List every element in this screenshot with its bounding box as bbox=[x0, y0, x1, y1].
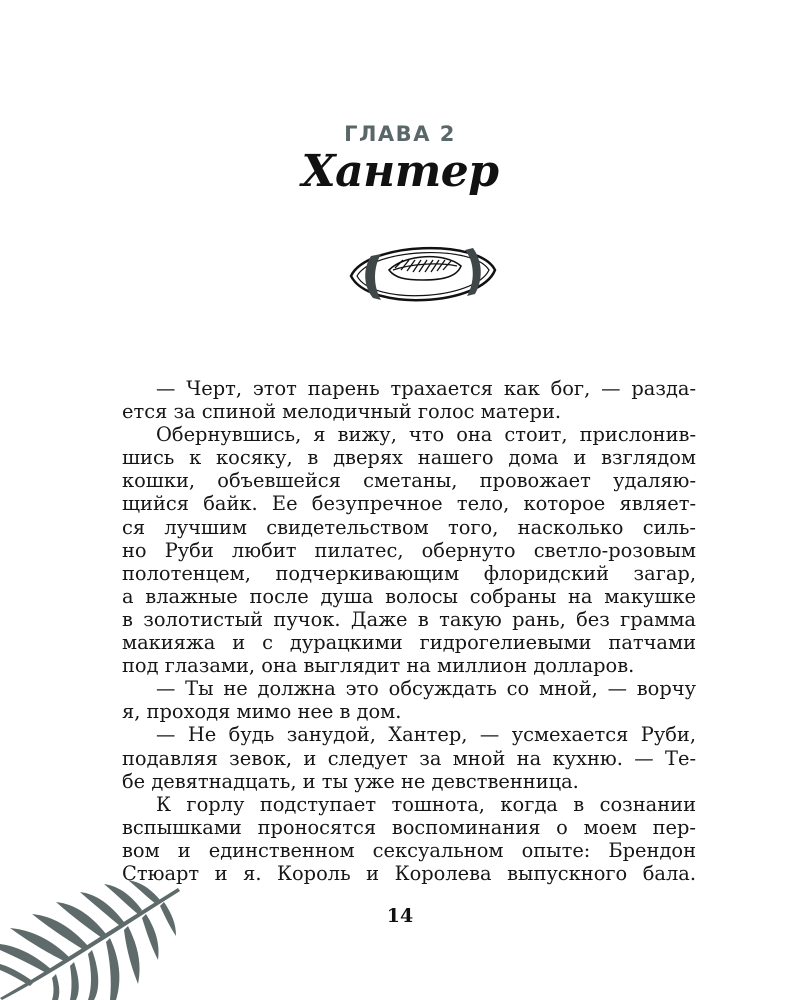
palm-leaf-icon bbox=[0, 880, 200, 1000]
text-line: ся лучшим свидетельством того, насколько силь- bbox=[122, 515, 696, 539]
text-line: подавляя зевок, и следует за мной на кухню. — Те- bbox=[122, 746, 696, 770]
text-line: шись к косяку, в дверях нашего дома и взглядом bbox=[122, 446, 696, 470]
page-number: 14 bbox=[386, 905, 414, 927]
text-line: но Руби любит пилатес, обернуто светло-розовым bbox=[122, 538, 696, 562]
text-line: бе девятнадцать, и ты уже не девственница. bbox=[122, 769, 579, 793]
text-line: кошки, объевшейся сметаны, провожает удаляю- bbox=[122, 469, 696, 493]
text-line: полотенцем, подчеркивающим флоридский загар, bbox=[122, 561, 696, 585]
chapter-label: ГЛАВА 2 bbox=[344, 122, 456, 146]
text-line: К горлу подступает тошнота, когда в сознании bbox=[156, 792, 696, 816]
text-line: вспышками проносятся воспоминания о моем пер- bbox=[122, 815, 696, 839]
text-line: Обернувшись, я вижу, что она стоит, прислонив- bbox=[156, 423, 696, 447]
text-line: в золотистый пучок. Даже в такую рань, без грамма bbox=[122, 607, 696, 631]
text-line: макияжа и с дурацкими гидрогелиевыми патчами bbox=[122, 631, 696, 655]
chapter-title: Хантер bbox=[301, 146, 499, 197]
text-line: под глазами, она выглядит на миллион долларов. bbox=[122, 654, 635, 678]
text-line: а влажные после душа волосы собраны на макушке bbox=[122, 584, 696, 608]
body-text bbox=[122, 377, 696, 885]
american-football-icon bbox=[345, 236, 501, 312]
text-line: ется за спиной мелодичный голос матери. bbox=[122, 400, 562, 424]
text-line: — Ты не должна это обсуждать со мной, — ворчу bbox=[156, 677, 696, 701]
text-line: Стюарт и я. Король и Королева выпускного бала. bbox=[122, 861, 696, 885]
text-line: вом и единственном сексуальном опыте: Брендон bbox=[122, 838, 696, 862]
text-line: я, проходя мимо нее в дом. bbox=[122, 700, 402, 724]
text-line: щийся байк. Ее безупречное тело, которое являет- bbox=[122, 492, 696, 516]
text-line: — Черт, этот парень трахается как бог, — разда- bbox=[156, 377, 696, 400]
text-line: — Не будь занудой, Хантер, — усмехается Руби, bbox=[156, 723, 696, 747]
